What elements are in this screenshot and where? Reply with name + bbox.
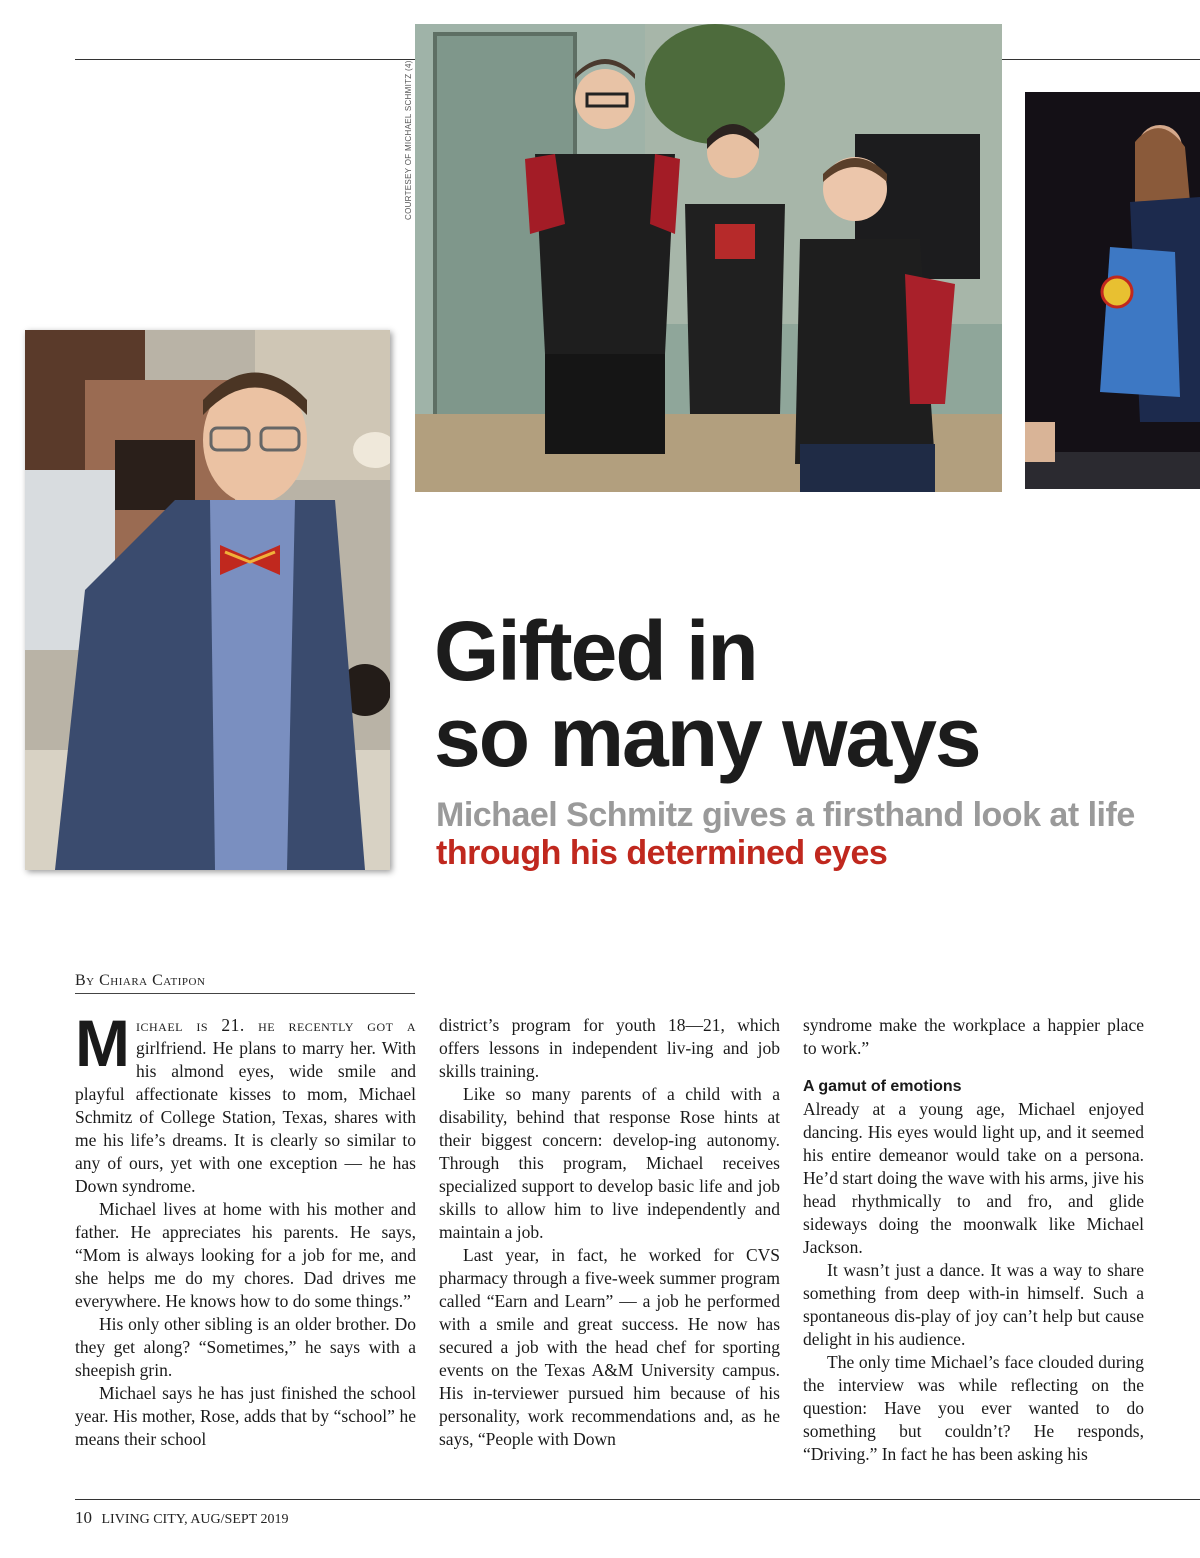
article-paragraph-1: [75, 1006, 416, 1198]
headline-line-1: Gifted in: [434, 604, 757, 698]
article-paragraph-7: Last year, in fact, he worked for CVS pharmacy through a five-week summer program called “Earn and Learn” — a job he performed with a smile and great success. He now has secured a job with the head chef for sporting events on the Texas A&M University campus. His in-terviewer pursued him because of his personality, work recommendations and, as he says, “People with Down: [439, 1245, 780, 1449]
photo-three-boys-costumes: [415, 24, 1002, 492]
drop-cap: M: [75, 1006, 130, 1080]
article-paragraph-9: Already at a young age, Michael enjoyed dancing. His eyes would light up, and it seemed his entire demeanor would take on a persona. He’d start doing the wave with his arms, jive his head rhythmically to and fro, and glide sideways doing the moonwalk like Michael Jackson.: [803, 1099, 1144, 1257]
article-column-3: [803, 1014, 1144, 1466]
footer-rule: [75, 1499, 1200, 1500]
article-column-2: [439, 1014, 780, 1451]
article-paragraph-10: It wasn’t just a dance. It was a way to share something from deep with-in himself. Such a spontaneous dis-play of joy can’t help but cause delight in his audience.: [803, 1260, 1144, 1349]
section-subhead: A gamut of emotions: [803, 1078, 962, 1095]
article-paragraph-2: Michael lives at home with his mother and father. He appreciates his parents. He says, “Mom is always looking for a job for me, and she helps me do my chores. Dad drives me everywhere. He knows how to do some things.”: [75, 1199, 416, 1311]
top-rule-right: [1002, 59, 1200, 60]
top-rule-left: [75, 59, 415, 60]
article-paragraph-11: The only time Michael’s face clouded during the interview was while reflecting on the question: Have you ever wanted to do something but couldn’t? He responds, “Driving.” In fact he has been asking his: [803, 1352, 1144, 1464]
article-paragraph-3: His only other sibling is an older brother. Do they get along? “Sometimes,” he says with a sheepish grin.: [75, 1314, 416, 1380]
issue-date: AUG/SEPT 2019: [190, 1512, 289, 1527]
photo-michael-portrait: [25, 330, 390, 870]
deck-red-text: through his determined eyes: [436, 834, 888, 872]
article-paragraph-4: Michael says he has just finished the school year. His mother, Rose, adds that by “school” he means their school: [75, 1383, 416, 1449]
article-paragraph-5: district’s program for youth 18—21, which offers lessons in independent liv-ing and job skills training.: [439, 1015, 780, 1081]
photo-stage-performance: [1025, 92, 1200, 489]
headline: [434, 604, 1174, 784]
photo-credit: COURTESEY OF MICHAEL SCHMITZ (4): [404, 60, 413, 220]
publication-name: LIVING CITY,: [101, 1512, 188, 1527]
headline-line-2: so many ways: [434, 690, 980, 784]
deck-subheadline: [436, 796, 1196, 872]
article-paragraph-6: Like so many parents of a child with a disability, behind that response Rose hints at their biggest concern: develop-ing autonomy. Through this program, Michael receives specialized support to develop basic life and job skills to allow him to live independently and maintain a job.: [439, 1084, 780, 1242]
article-paragraph-8: syndrome make the workplace a happier place to work.”: [803, 1015, 1144, 1058]
lead-in-caps: ichael is 21. he recently got a: [135, 1015, 416, 1035]
paragraph-1-text: girlfriend. He plans to marry her. With his almond eyes, wide smile and playful affectionate kisses to mom, Michael Schmitz of College Station, Texas, shares with me his life’s dreams. It is clearly so similar to any of ours, yet with one exception — he has Down syndrome.: [75, 1038, 416, 1196]
deck-gray-text: Michael Schmitz gives a firsthand look at life: [436, 796, 1135, 834]
page-number: 10: [75, 1508, 92, 1527]
byline: By Chiara Catipon: [75, 972, 415, 994]
article-column-1: [75, 1006, 416, 1451]
page-footer: [75, 1508, 288, 1528]
